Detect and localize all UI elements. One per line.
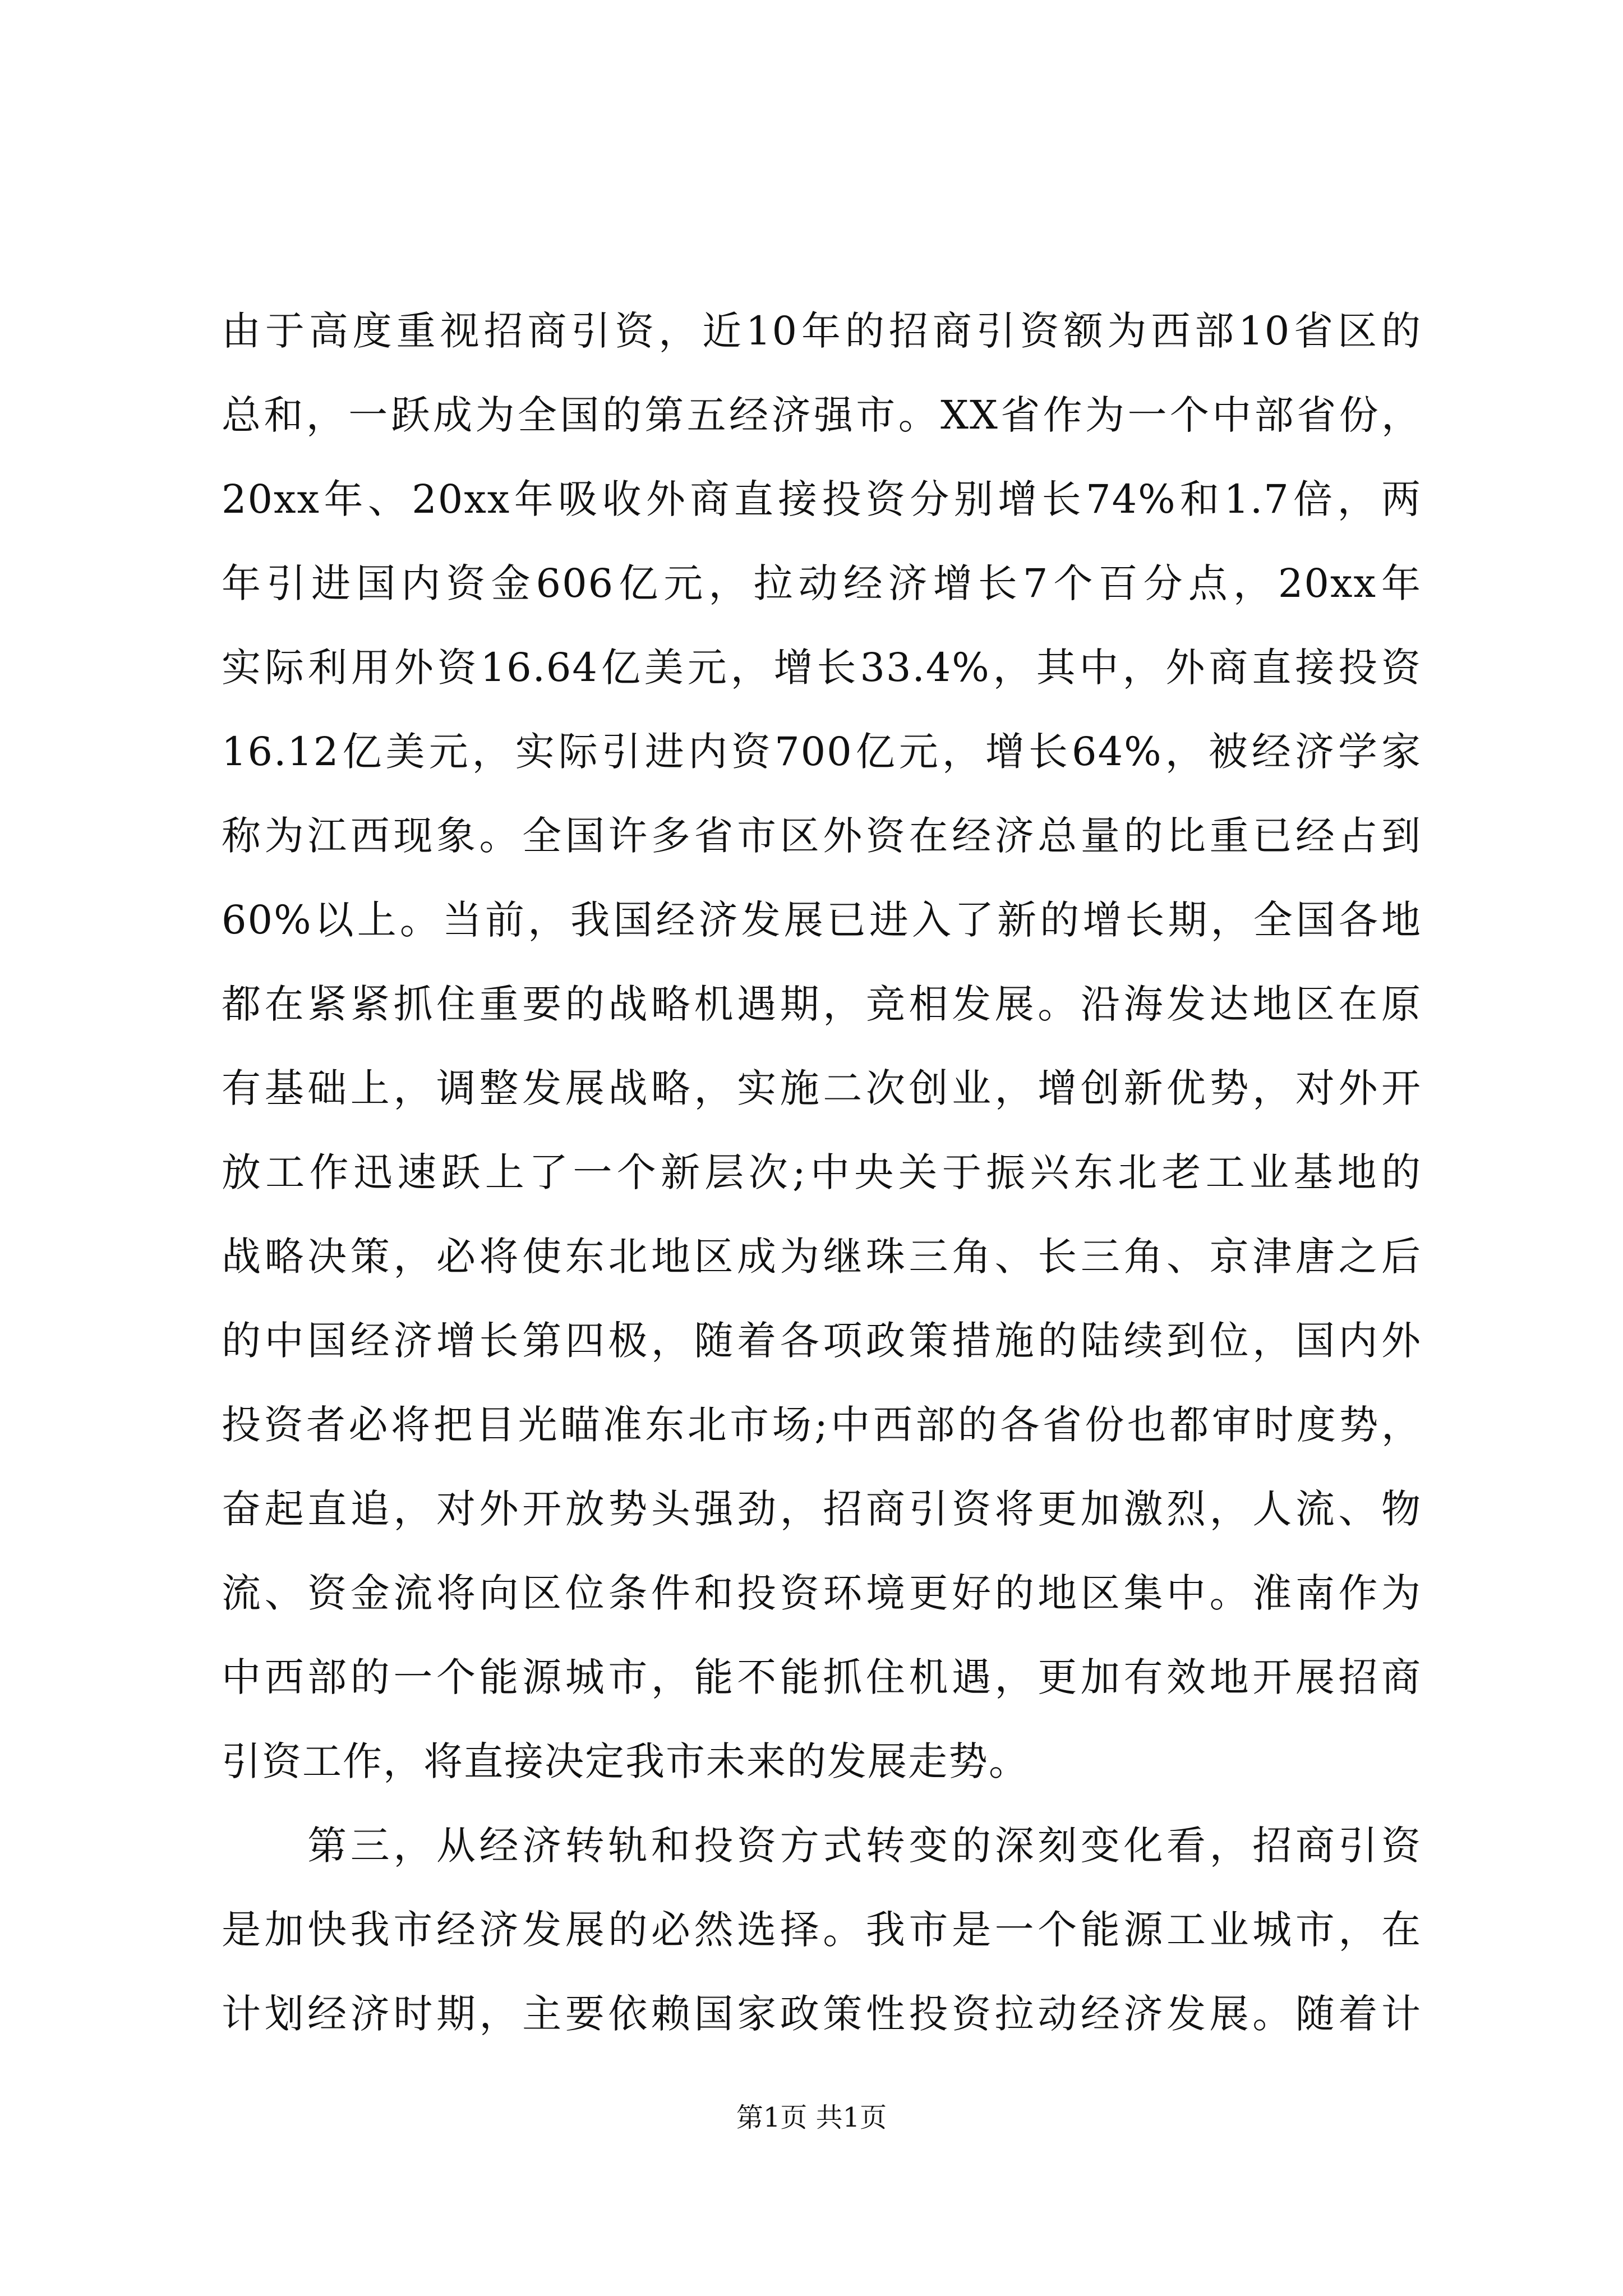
text-line: 的中国经济增长第四极，随着各项政策措施的陆续到位，国内外 — [222, 1318, 1422, 1364]
text-line: 放工作迅速跃上了一个新层次;中央关于振兴东北老工业基地的 — [222, 1149, 1422, 1195]
text-line: 奋起直追，对外开放势头强劲，招商引资将更加激烈，人流、物 — [222, 1486, 1422, 1532]
paragraph-start-line: 第三，从经济转轨和投资方式转变的深刻变化看，招商引资 — [222, 1823, 1422, 1869]
text-line: 20xx年、20xx年吸收外商直接投资分别增长74%和1.7倍，两 — [222, 476, 1422, 522]
text-line: 战略决策，必将使东北地区成为继珠三角、长三角、京津唐之后 — [222, 1234, 1422, 1280]
document-body — [222, 289, 1422, 2056]
text-line: 计划经济时期，主要依赖国家政策性投资拉动经济发展。随着计 — [222, 1991, 1422, 2037]
text-line: 称为江西现象。全国许多省市区外资在经济总量的比重已经占到 — [222, 813, 1422, 859]
text-line: 实际利用外资16.64亿美元，增长33.4%，其中，外商直接投资 — [222, 645, 1422, 691]
text-line: 是加快我市经济发展的必然选择。我市是一个能源工业城市，在 — [222, 1907, 1422, 1953]
text-line: 流、资金流将向区位条件和投资环境更好的地区集中。淮南作为 — [222, 1570, 1422, 1616]
text-line: 都在紧紧抓住重要的战略机遇期，竞相发展。沿海发达地区在原 — [222, 981, 1422, 1027]
text-line: 由于高度重视招商引资，近10年的招商引资额为西部10省区的 — [222, 308, 1422, 354]
text-line: 16.12亿美元，实际引进内资700亿元，增长64%，被经济学家 — [222, 729, 1422, 775]
text-line: 60%以上。当前，我国经济发展已进入了新的增长期，全国各地 — [222, 897, 1422, 943]
text-line: 投资者必将把目光瞄准东北市场;中西部的各省份也都审时度势， — [222, 1402, 1422, 1448]
text-line: 中西部的一个能源城市，能不能抓住机遇，更加有效地开展招商 — [222, 1654, 1422, 1700]
text-line: 年引进国内资金606亿元，拉动经济增长7个百分点，20xx年 — [222, 560, 1422, 606]
page-footer: 第1页 共1页 — [736, 2102, 887, 2133]
text-line: 引资工作，将直接决定我市未来的发展走势。 — [222, 1738, 1029, 1784]
text-line: 有基础上，调整发展战略，实施二次创业，增创新优势，对外开 — [222, 1065, 1422, 1111]
text-line: 总和，一跃成为全国的第五经济强市。XX省作为一个中部省份， — [222, 392, 1422, 438]
